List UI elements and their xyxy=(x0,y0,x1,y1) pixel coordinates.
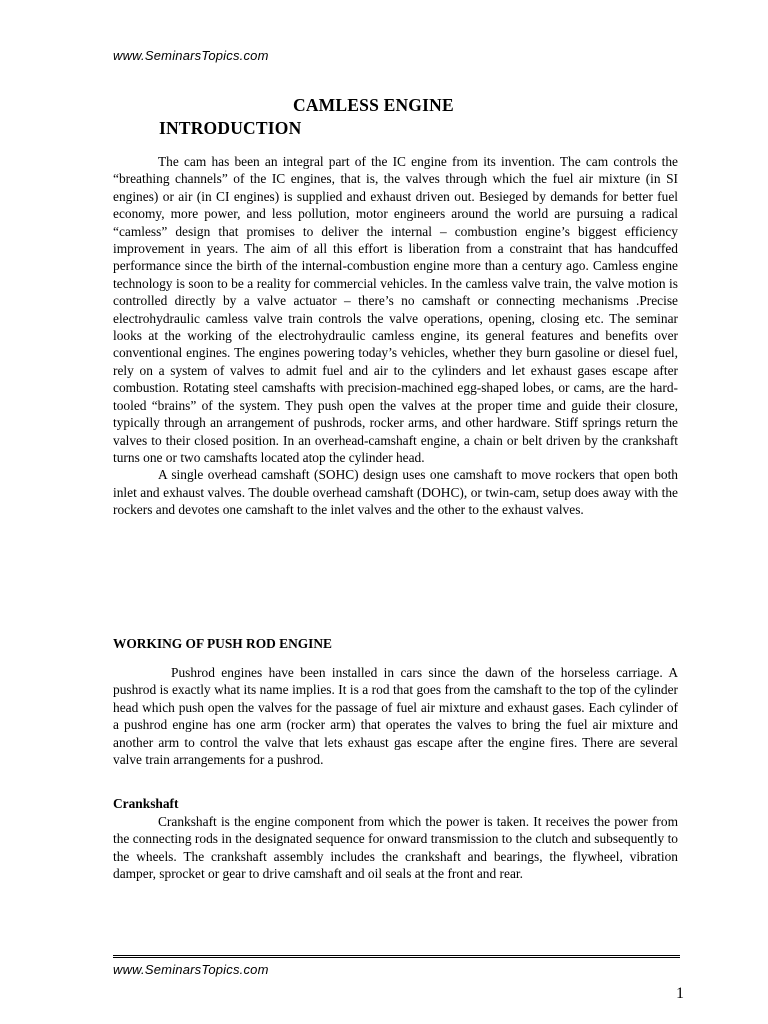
crankshaft-text xyxy=(113,813,678,883)
intro-paragraph-1: The cam has been an integral part of the IC engine from its invention. The cam controls the “breathing channels” of the IC engines, that is, the valves through which the fuel air mixture (in SI engines) or air (in CI engines) is supplied and exhaust driven out. Besieged by demands for better fuel economy, more power, and less pollution, motor engineers around the world are pursuing a radical “camless” design that promises to deliver the internal – combustion engine’s biggest efficiency improvement in years. The aim of all this effort is liberation from a constraint that has handcuffed performance since the birth of the internal-combustion engine more than a century ago. Camless engine technology is soon to be a reality for commercial vehicles. In the camless valve train, the valve motion is controlled directly by a valve actuator – there’s no camshaft or connecting mechanisms .Precise electrohydraulic camless valve train controls the valve operations, opening, closing etc. The seminar looks at the working of the electrohydraulic camless engine, its general features and benefits over conventional engines. The engines powering today’s vehicles, whether they burn gasoline or diesel fuel, rely on a system of valves to admit fuel and air to the cylinders and let exhaust gases escape after combustion. Rotating steel camshafts with precision-machined egg-shaped lobes, or cams, are the hard-tooled “brains” of the system. They push open the valves at the proper time and guide their closure, typically through an arrangement of pushrods, rocker arms, and other hardware. Stiff springs return the valves to their closed position. In an overhead-camshaft engine, a chain or belt driven by the crankshaft turns one or two camshafts located atop the cylinder head. xyxy=(113,154,678,465)
header-url: www.SeminarsTopics.com xyxy=(113,48,269,63)
intro-paragraph-2: A single overhead camshaft (SOHC) design uses one camshaft to move rockers that open both inlet and exhaust valves. The double overhead camshaft (DOHC), or twin-cam, setup does away with the rockers and devotes one camshaft to the inlet valves and the other to the exhaust valves. xyxy=(113,467,678,518)
section-heading-push-rod-engine: WORKING OF PUSH ROD ENGINE xyxy=(113,636,332,651)
crankshaft-paragraph: Crankshaft is the engine component from which the power is taken. It receives the power from the connecting rods in the designated sequence for onward transmission to the clutch and subsequently to the wheels. The crankshaft assembly includes the crankshaft and bearings, the flywheel, vibration damper, sprocket or gear to drive camshaft and oil seals at the front and rear. xyxy=(113,814,678,882)
pushrod-paragraph: Pushrod engines have been installed in cars since the dawn of the horseless carriage. A pushrod is exactly what its name implies. It is a rod that goes from the camshaft to the top of the cylinder head which push open the valves for the passage of fuel air mixture and exhaust gases. Each cylinder of a pushrod engine has one arm (rocker arm) that operates the valves to bring the fuel air mixture and another arm to control the valve that lets exhaust gas escape after the engine fires. There are several valve train arrangements for a pushrod. xyxy=(113,665,678,768)
pushrod-text xyxy=(113,664,678,768)
page-number: 1 xyxy=(676,985,684,1002)
subheading-crankshaft: Crankshaft xyxy=(113,796,179,811)
footer-divider xyxy=(113,955,680,958)
footer-url: www.SeminarsTopics.com xyxy=(113,962,269,977)
section-heading-introduction: INTRODUCTION xyxy=(159,118,302,138)
document-title: CAMLESS ENGINE xyxy=(293,95,454,115)
introduction-text xyxy=(113,153,678,519)
